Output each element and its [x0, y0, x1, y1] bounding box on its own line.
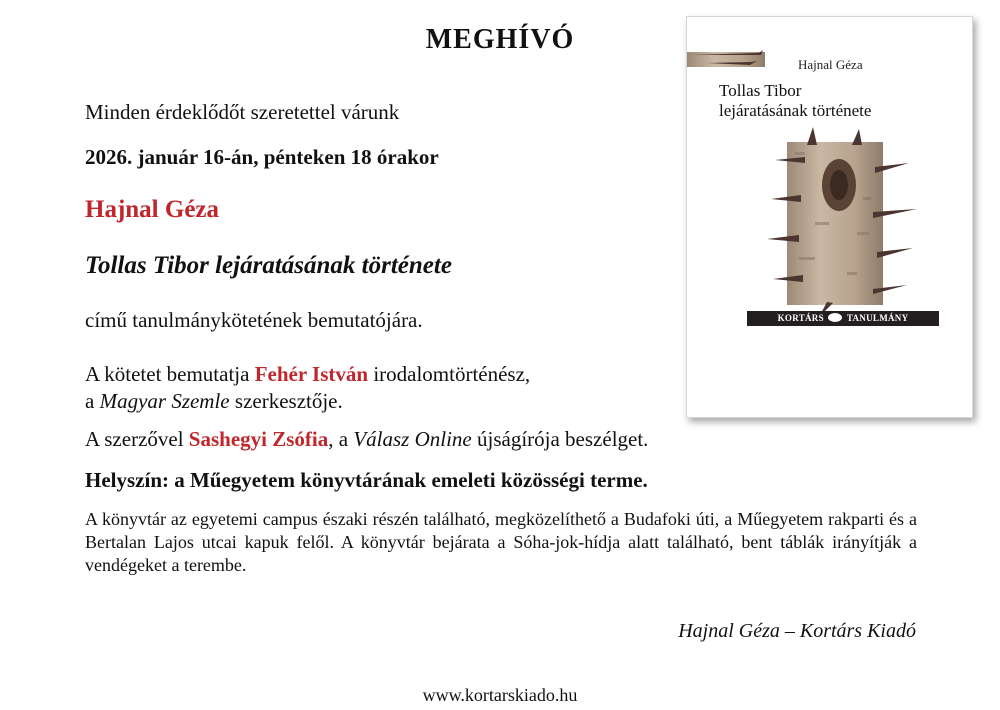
cover-title: [719, 81, 871, 121]
venue-line: Helyszín: a Műegyetem könyvtárának emeleti közösségi terme.: [85, 468, 648, 492]
presenter-prefix: A kötetet bemutatja: [85, 362, 255, 386]
magazine-name: Magyar Szemle: [99, 389, 230, 413]
presenter-line-2: [85, 389, 343, 414]
series-logo: [747, 311, 939, 326]
interviewer-middle: , a: [328, 427, 354, 451]
author-name: Hajnal Géza: [85, 196, 220, 223]
bark-knot-center: [830, 170, 848, 200]
signature: Hajnal Géza – Kortárs Kiadó: [678, 620, 916, 642]
invite-line: Minden érdeklődőt szeretettel várunk: [85, 100, 400, 124]
book-title: Tollas Tibor lejáratásának története: [85, 252, 452, 279]
cover-author: Hajnal Géza: [798, 57, 863, 72]
presenter-line: [85, 362, 530, 387]
interviewer-line: [85, 427, 648, 452]
date-line: 2026. január 16-án, pénteken 18 órakor: [85, 145, 439, 169]
cover-title-line-1: Tollas Tibor: [719, 81, 802, 100]
page-title: MEGHÍVÓ: [425, 24, 575, 55]
thorn: [852, 129, 862, 145]
directions-paragraph: A könyvtár az egyetemi campus északi részén található, megközelíthető a Budafoki úti, a Műegyetem rakparti és a Bertalan Lajos utcai kapuk felől. A könyvtár bejárata a Sóha-jok-hídja alatt található, bent táblák irányítják a vendégeket a terembe.: [85, 509, 917, 575]
presenter-line2-prefix: a: [85, 389, 100, 413]
website-url: www.kortarskiado.hu: [422, 685, 578, 705]
interviewer-name: Sashegyi Zsófia: [188, 427, 329, 451]
presenter-name: Fehér István: [254, 362, 369, 386]
thorn: [767, 235, 799, 242]
presenter-suffix: irodalomtörténész,: [368, 362, 531, 386]
presenter-line2-suffix: szerkesztője.: [229, 389, 343, 413]
cover-artwork: [687, 17, 972, 417]
subtitle-line: című tanulmánykötetének bemutatójára.: [85, 308, 423, 332]
publisher-icon: [828, 313, 842, 322]
interviewer-suffix: újságírója beszélget.: [471, 427, 649, 451]
interviewer-prefix: A szerzővel: [85, 427, 189, 451]
book-cover: [686, 16, 973, 418]
outlet-name: Válasz Online: [353, 427, 472, 451]
series-left: KORTÁRS: [777, 313, 824, 323]
series-right: TANULMÁNY: [846, 313, 909, 323]
thorn: [807, 127, 817, 145]
thorn: [771, 195, 801, 202]
cover-title-line-2: lejáratásának története: [719, 101, 872, 120]
